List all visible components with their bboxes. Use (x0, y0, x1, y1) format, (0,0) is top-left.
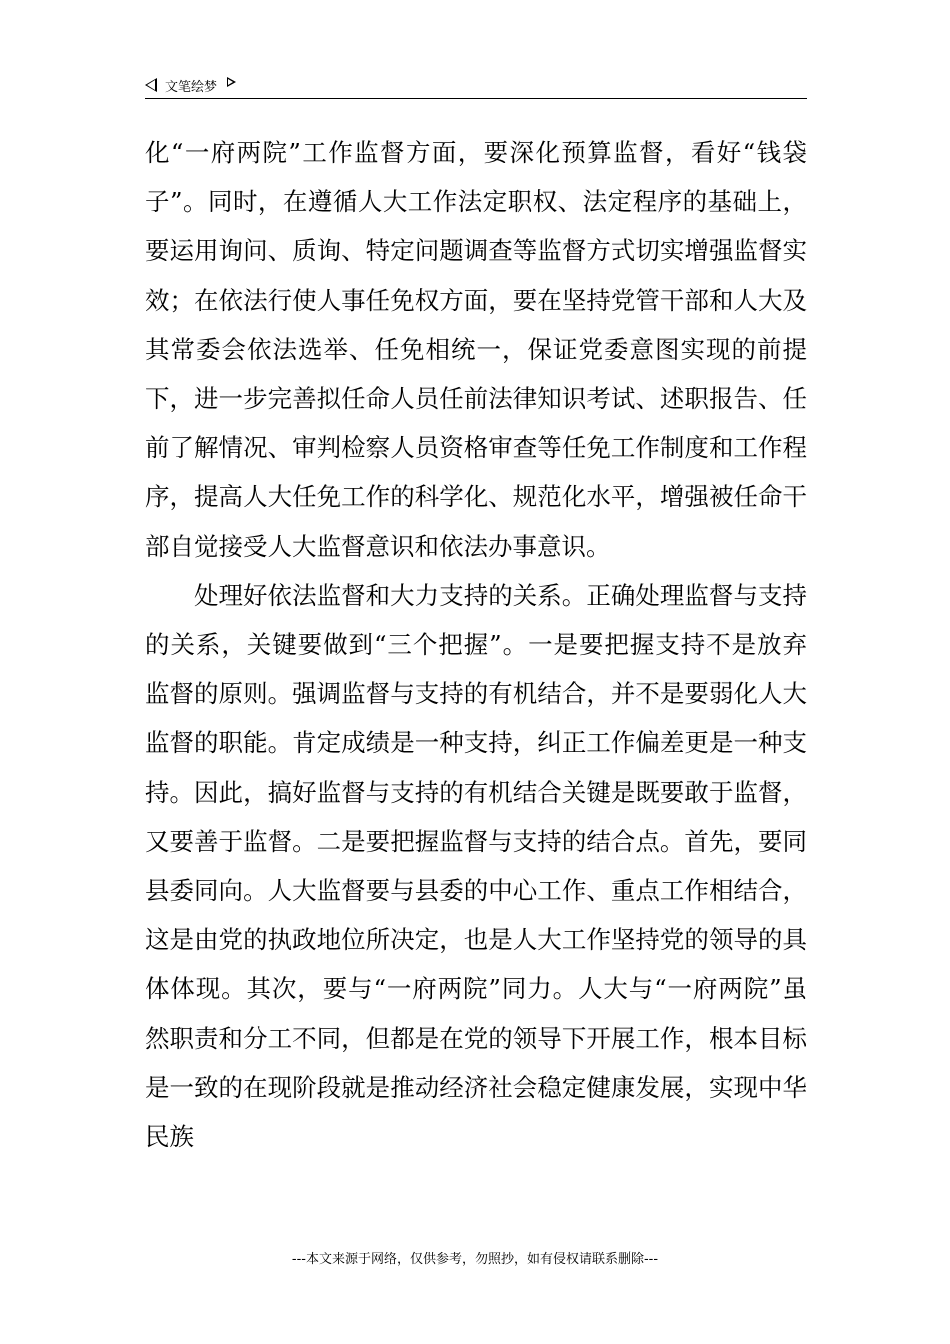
page-footer: ---本文来源于网络，仅供参考，勿照抄，如有侵权请联系删除--- (291, 1252, 659, 1267)
right-triangle-icon (227, 77, 236, 87)
paragraph-2: 处理好依法监督和大力支持的关系。正确处理监督与支持的关系，关键要做到“三个把握”。一是要把握支持不是放弃监督的原则。强调监督与支持的有机结合，并不是要弱化人大监督的职能。肯定成绩是一种支持，纠正工作偏差更是一种支持。因此，搞好监督与支持的有机结合关键是既要敢于监督，又要善于监督。二是要把握监督与支持的结合点。首先，要同县委同向。人大监督要与县委的中心工作、重点工作相结合，这是由党的执政地位所决定，也是人大工作坚持党的领导的具体体现。其次，要与“一府两院”同力。人大与“一府两院”虽然职责和分工不同，但都是在党的领导下开展工作，根本目标是一致的在现阶段就是推动经济社会稳定健康发展，实现中华民族 (145, 580, 807, 1152)
paragraph-1: 化“一府两院”工作监督方面，要深化预算监督，看好“钱袋子”。同时，在遵循人大工作法定职权、法定程序的基础上，要运用询问、质询、特定问题调查等监督方式切实增强监督实效；在依法行使人事任免权方面，要在坚持党管干部和人大及其常委会依法选举、任免相统一，保证党委意图实现的前提下，进一步完善拟任命人员任前法律知识考试、述职报告、任前了解情况、审判检察人员资格审查等任免工作制度和工作程序，提高人大任免工作的科学化、规范化水平，增强被任命干部自觉接受人大监督意识和依法办事意识。 (145, 138, 807, 561)
document-body (145, 128, 807, 1161)
left-triangle-icon (145, 78, 157, 92)
header-divider (145, 98, 807, 99)
page-header (145, 74, 236, 96)
header-title: 文笔绘梦 (165, 79, 218, 95)
